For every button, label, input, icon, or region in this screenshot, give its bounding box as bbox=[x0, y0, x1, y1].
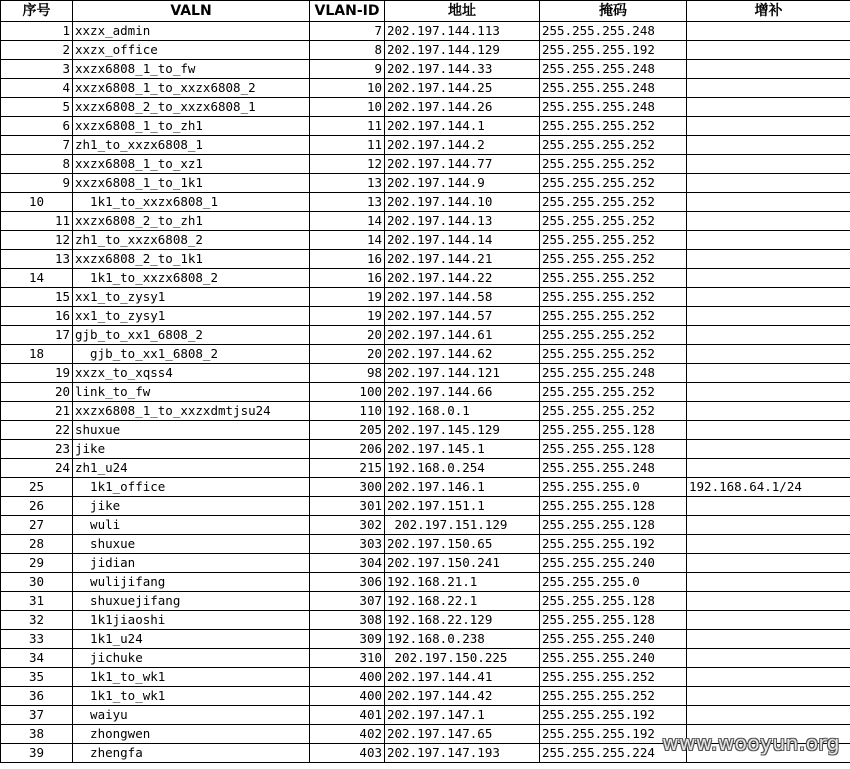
cell-seq[interactable]: 5 bbox=[1, 98, 73, 117]
cell-valn[interactable]: shuxuejifang bbox=[73, 592, 310, 611]
cell-vlan-id[interactable]: 206 bbox=[310, 440, 385, 459]
table-row bbox=[1, 440, 850, 459]
cell-valn[interactable]: xx1_to_zysy1 bbox=[73, 288, 310, 307]
cell-extra[interactable] bbox=[687, 402, 850, 421]
cell-extra[interactable] bbox=[687, 136, 850, 155]
cell-valn[interactable]: zh1_u24 bbox=[73, 459, 310, 478]
cell-extra[interactable] bbox=[687, 516, 850, 535]
cell-seq[interactable]: 10 bbox=[1, 193, 73, 212]
cell-seq[interactable]: 12 bbox=[1, 231, 73, 250]
cell-mask[interactable]: 255.255.255.252 bbox=[540, 250, 687, 269]
cell-vlan-id[interactable]: 9 bbox=[310, 60, 385, 79]
cell-mask[interactable]: 255.255.255.252 bbox=[540, 288, 687, 307]
cell-extra[interactable] bbox=[687, 592, 850, 611]
cell-valn[interactable]: shuxue bbox=[73, 421, 310, 440]
cell-valn[interactable]: wuli bbox=[73, 516, 310, 535]
cell-seq[interactable]: 20 bbox=[1, 383, 73, 402]
cell-valn[interactable]: xxzx6808_1_to_xxzx6808_2 bbox=[73, 79, 310, 98]
cell-mask[interactable]: 255.255.255.252 bbox=[540, 155, 687, 174]
cell-seq[interactable]: 29 bbox=[1, 554, 73, 573]
cell-extra[interactable] bbox=[687, 668, 850, 687]
cell-mask[interactable]: 255.255.255.240 bbox=[540, 630, 687, 649]
cell-valn[interactable]: wulijifang bbox=[73, 573, 310, 592]
cell-valn[interactable]: xxzx6808_1_to_1k1 bbox=[73, 174, 310, 193]
cell-extra[interactable] bbox=[687, 364, 850, 383]
cell-address[interactable]: 202.197.144.42 bbox=[385, 687, 540, 706]
cell-vlan-id[interactable]: 307 bbox=[310, 592, 385, 611]
cell-vlan-id[interactable]: 98 bbox=[310, 364, 385, 383]
cell-valn[interactable]: 1k1_to_wk1 bbox=[73, 687, 310, 706]
cell-seq[interactable]: 36 bbox=[1, 687, 73, 706]
cell-vlan-id[interactable]: 7 bbox=[310, 22, 385, 41]
cell-mask[interactable]: 255.255.255.252 bbox=[540, 193, 687, 212]
cell-address[interactable]: 202.197.151.129 bbox=[385, 516, 540, 535]
cell-mask[interactable]: 255.255.255.248 bbox=[540, 459, 687, 478]
cell-extra[interactable] bbox=[687, 497, 850, 516]
cell-address[interactable]: 202.197.144.25 bbox=[385, 79, 540, 98]
cell-extra[interactable] bbox=[687, 79, 850, 98]
header-extra[interactable]: 增补 bbox=[687, 1, 850, 22]
cell-vlan-id[interactable]: 19 bbox=[310, 307, 385, 326]
table-row bbox=[1, 155, 850, 174]
cell-valn[interactable]: 1k1_to_xxzx6808_1 bbox=[73, 193, 310, 212]
cell-address[interactable]: 202.197.145.1 bbox=[385, 440, 540, 459]
cell-extra[interactable] bbox=[687, 687, 850, 706]
cell-vlan-id[interactable]: 110 bbox=[310, 402, 385, 421]
cell-seq[interactable]: 15 bbox=[1, 288, 73, 307]
cell-valn[interactable]: gjb_to_xx1_6808_2 bbox=[73, 326, 310, 345]
header-vlan-id[interactable]: VLAN-ID bbox=[310, 1, 385, 22]
cell-extra[interactable] bbox=[687, 269, 850, 288]
cell-extra[interactable] bbox=[687, 554, 850, 573]
cell-seq[interactable]: 26 bbox=[1, 497, 73, 516]
cell-address[interactable]: 202.197.144.77 bbox=[385, 155, 540, 174]
cell-extra[interactable] bbox=[687, 98, 850, 117]
table-row bbox=[1, 174, 850, 193]
table-row bbox=[1, 554, 850, 573]
cell-seq[interactable]: 27 bbox=[1, 516, 73, 535]
cell-mask[interactable]: 255.255.255.128 bbox=[540, 592, 687, 611]
table-row bbox=[1, 79, 850, 98]
cell-extra[interactable] bbox=[687, 117, 850, 136]
cell-address[interactable]: 202.197.144.22 bbox=[385, 269, 540, 288]
cell-address[interactable]: 202.197.144.26 bbox=[385, 98, 540, 117]
cell-valn[interactable]: jike bbox=[73, 440, 310, 459]
cell-extra[interactable] bbox=[687, 60, 850, 79]
cell-mask[interactable]: 255.255.255.252 bbox=[540, 269, 687, 288]
cell-mask[interactable]: 255.255.255.0 bbox=[540, 478, 687, 497]
cell-seq[interactable]: 8 bbox=[1, 155, 73, 174]
table-row bbox=[1, 516, 850, 535]
cell-extra[interactable] bbox=[687, 307, 850, 326]
cell-seq[interactable]: 32 bbox=[1, 611, 73, 630]
cell-seq[interactable]: 30 bbox=[1, 573, 73, 592]
cell-seq[interactable]: 35 bbox=[1, 668, 73, 687]
cell-seq[interactable]: 18 bbox=[1, 345, 73, 364]
cell-seq[interactable]: 22 bbox=[1, 421, 73, 440]
table-row bbox=[1, 478, 850, 497]
cell-mask[interactable]: 255.255.255.240 bbox=[540, 649, 687, 668]
cell-mask[interactable]: 255.255.255.240 bbox=[540, 554, 687, 573]
cell-mask[interactable]: 255.255.255.128 bbox=[540, 497, 687, 516]
cell-vlan-id[interactable]: 403 bbox=[310, 744, 385, 763]
cell-address[interactable]: 202.197.144.121 bbox=[385, 364, 540, 383]
cell-seq[interactable]: 24 bbox=[1, 459, 73, 478]
cell-valn[interactable]: 1k1_to_xxzx6808_2 bbox=[73, 269, 310, 288]
cell-address[interactable]: 202.197.144.41 bbox=[385, 668, 540, 687]
table-row bbox=[1, 383, 850, 402]
cell-vlan-id[interactable]: 100 bbox=[310, 383, 385, 402]
cell-mask[interactable]: 255.255.255.128 bbox=[540, 611, 687, 630]
cell-valn[interactable]: xxzx6808_1_to_xxzxdmtjsu24 bbox=[73, 402, 310, 421]
cell-valn[interactable]: gjb_to_xx1_6808_2 bbox=[73, 345, 310, 364]
cell-address[interactable]: 202.197.144.33 bbox=[385, 60, 540, 79]
cell-vlan-id[interactable]: 11 bbox=[310, 136, 385, 155]
cell-extra[interactable] bbox=[687, 706, 850, 725]
cell-address[interactable]: 202.197.147.65 bbox=[385, 725, 540, 744]
cell-valn[interactable]: xxzx_to_xqss4 bbox=[73, 364, 310, 383]
cell-vlan-id[interactable]: 400 bbox=[310, 687, 385, 706]
cell-address[interactable]: 202.197.144.1 bbox=[385, 117, 540, 136]
cell-mask[interactable]: 255.255.255.248 bbox=[540, 98, 687, 117]
cell-address[interactable]: 202.197.147.1 bbox=[385, 706, 540, 725]
table-row bbox=[1, 136, 850, 155]
cell-extra[interactable]: 192.168.64.1/24 bbox=[687, 478, 850, 497]
cell-mask[interactable]: 255.255.255.0 bbox=[540, 573, 687, 592]
cell-vlan-id[interactable]: 10 bbox=[310, 79, 385, 98]
cell-mask[interactable]: 255.255.255.128 bbox=[540, 440, 687, 459]
cell-vlan-id[interactable]: 16 bbox=[310, 269, 385, 288]
table-row bbox=[1, 459, 850, 478]
cell-valn[interactable]: zhengfa bbox=[73, 744, 310, 763]
cell-seq[interactable]: 19 bbox=[1, 364, 73, 383]
cell-seq[interactable]: 21 bbox=[1, 402, 73, 421]
header-address[interactable]: 地址 bbox=[385, 1, 540, 22]
cell-extra[interactable] bbox=[687, 231, 850, 250]
table-row bbox=[1, 649, 850, 668]
cell-vlan-id[interactable]: 306 bbox=[310, 573, 385, 592]
cell-vlan-id[interactable]: 309 bbox=[310, 630, 385, 649]
cell-vlan-id[interactable]: 12 bbox=[310, 155, 385, 174]
cell-vlan-id[interactable]: 11 bbox=[310, 117, 385, 136]
table-row bbox=[1, 193, 850, 212]
cell-seq[interactable]: 23 bbox=[1, 440, 73, 459]
cell-seq[interactable]: 16 bbox=[1, 307, 73, 326]
cell-vlan-id[interactable]: 19 bbox=[310, 288, 385, 307]
cell-valn[interactable]: 1k1_to_wk1 bbox=[73, 668, 310, 687]
table-row bbox=[1, 345, 850, 364]
cell-address[interactable]: 202.197.145.129 bbox=[385, 421, 540, 440]
table-row bbox=[1, 402, 850, 421]
cell-mask[interactable]: 255.255.255.252 bbox=[540, 231, 687, 250]
cell-extra[interactable] bbox=[687, 174, 850, 193]
cell-extra[interactable] bbox=[687, 421, 850, 440]
cell-address[interactable]: 202.197.144.10 bbox=[385, 193, 540, 212]
table-row bbox=[1, 687, 850, 706]
table-row bbox=[1, 611, 850, 630]
cell-mask[interactable]: 255.255.255.252 bbox=[540, 136, 687, 155]
cell-address[interactable]: 202.197.151.1 bbox=[385, 497, 540, 516]
cell-address[interactable]: 202.197.144.129 bbox=[385, 41, 540, 60]
cell-seq[interactable]: 38 bbox=[1, 725, 73, 744]
cell-mask[interactable]: 255.255.255.252 bbox=[540, 687, 687, 706]
cell-valn[interactable]: xxzx_admin bbox=[73, 22, 310, 41]
cell-address[interactable]: 192.168.22.1 bbox=[385, 592, 540, 611]
table-row bbox=[1, 22, 850, 41]
cell-vlan-id[interactable]: 301 bbox=[310, 497, 385, 516]
cell-vlan-id[interactable]: 14 bbox=[310, 231, 385, 250]
cell-extra[interactable] bbox=[687, 630, 850, 649]
cell-address[interactable]: 192.168.22.129 bbox=[385, 611, 540, 630]
table-row bbox=[1, 326, 850, 345]
cell-extra[interactable] bbox=[687, 41, 850, 60]
cell-valn[interactable]: xxzx6808_2_to_zh1 bbox=[73, 212, 310, 231]
cell-extra[interactable] bbox=[687, 212, 850, 231]
cell-address[interactable]: 202.197.144.21 bbox=[385, 250, 540, 269]
cell-valn[interactable]: xx1_to_zysy1 bbox=[73, 307, 310, 326]
cell-mask[interactable]: 255.255.255.128 bbox=[540, 516, 687, 535]
table-row bbox=[1, 668, 850, 687]
cell-mask[interactable]: 255.255.255.192 bbox=[540, 706, 687, 725]
cell-valn[interactable]: jike bbox=[73, 497, 310, 516]
cell-valn[interactable]: link_to_fw bbox=[73, 383, 310, 402]
watermark: www.wooyun.org bbox=[662, 731, 840, 755]
cell-seq[interactable]: 4 bbox=[1, 79, 73, 98]
table-row bbox=[1, 364, 850, 383]
cell-vlan-id[interactable]: 308 bbox=[310, 611, 385, 630]
cell-valn[interactable]: zh1_to_xxzx6808_2 bbox=[73, 231, 310, 250]
cell-mask[interactable]: 255.255.255.128 bbox=[540, 421, 687, 440]
table-body bbox=[1, 22, 850, 763]
table-row bbox=[1, 630, 850, 649]
table-row bbox=[1, 592, 850, 611]
cell-mask[interactable]: 255.255.255.192 bbox=[540, 41, 687, 60]
cell-mask[interactable]: 255.255.255.192 bbox=[540, 535, 687, 554]
cell-seq[interactable]: 17 bbox=[1, 326, 73, 345]
cell-mask[interactable]: 255.255.255.224 bbox=[540, 744, 687, 763]
cell-extra[interactable] bbox=[687, 250, 850, 269]
table-row bbox=[1, 307, 850, 326]
table-row bbox=[1, 117, 850, 136]
cell-vlan-id[interactable]: 205 bbox=[310, 421, 385, 440]
header-row bbox=[1, 1, 850, 22]
cell-extra[interactable] bbox=[687, 573, 850, 592]
cell-valn[interactable]: xxzx6808_1_to_fw bbox=[73, 60, 310, 79]
cell-vlan-id[interactable]: 8 bbox=[310, 41, 385, 60]
cell-mask[interactable]: 255.255.255.248 bbox=[540, 79, 687, 98]
cell-seq[interactable]: 34 bbox=[1, 649, 73, 668]
cell-address[interactable]: 192.168.21.1 bbox=[385, 573, 540, 592]
cell-extra[interactable] bbox=[687, 345, 850, 364]
cell-valn[interactable]: waiyu bbox=[73, 706, 310, 725]
cell-seq[interactable]: 3 bbox=[1, 60, 73, 79]
cell-valn[interactable]: zh1_to_xxzx6808_1 bbox=[73, 136, 310, 155]
cell-mask[interactable]: 255.255.255.252 bbox=[540, 307, 687, 326]
table-row bbox=[1, 497, 850, 516]
cell-mask[interactable]: 255.255.255.252 bbox=[540, 174, 687, 193]
table-row bbox=[1, 231, 850, 250]
table-row bbox=[1, 250, 850, 269]
cell-valn[interactable]: xxzx6808_2_to_xxzx6808_1 bbox=[73, 98, 310, 117]
cell-address[interactable]: 202.197.144.2 bbox=[385, 136, 540, 155]
table-row bbox=[1, 288, 850, 307]
cell-seq[interactable]: 25 bbox=[1, 478, 73, 497]
cell-mask[interactable]: 255.255.255.252 bbox=[540, 383, 687, 402]
cell-seq[interactable]: 2 bbox=[1, 41, 73, 60]
cell-seq[interactable]: 37 bbox=[1, 706, 73, 725]
cell-address[interactable]: 202.197.144.113 bbox=[385, 22, 540, 41]
cell-address[interactable]: 202.197.146.1 bbox=[385, 478, 540, 497]
cell-valn[interactable]: jichuke bbox=[73, 649, 310, 668]
cell-vlan-id[interactable]: 14 bbox=[310, 212, 385, 231]
cell-address[interactable]: 192.168.0.1 bbox=[385, 402, 540, 421]
cell-seq[interactable]: 6 bbox=[1, 117, 73, 136]
cell-valn[interactable]: zhongwen bbox=[73, 725, 310, 744]
header-seq[interactable]: 序号 bbox=[1, 1, 73, 22]
cell-vlan-id[interactable]: 16 bbox=[310, 250, 385, 269]
cell-vlan-id[interactable]: 20 bbox=[310, 326, 385, 345]
cell-seq[interactable]: 11 bbox=[1, 212, 73, 231]
table-row bbox=[1, 212, 850, 231]
cell-mask[interactable]: 255.255.255.252 bbox=[540, 668, 687, 687]
cell-seq[interactable]: 13 bbox=[1, 250, 73, 269]
cell-valn[interactable]: 1k1jiaoshi bbox=[73, 611, 310, 630]
cell-extra[interactable] bbox=[687, 535, 850, 554]
cell-seq[interactable]: 28 bbox=[1, 535, 73, 554]
cell-extra[interactable] bbox=[687, 193, 850, 212]
cell-mask[interactable]: 255.255.255.248 bbox=[540, 22, 687, 41]
table-row bbox=[1, 706, 850, 725]
cell-vlan-id[interactable]: 20 bbox=[310, 345, 385, 364]
cell-mask[interactable]: 255.255.255.192 bbox=[540, 725, 687, 744]
cell-seq[interactable]: 9 bbox=[1, 174, 73, 193]
cell-address[interactable]: 202.197.144.13 bbox=[385, 212, 540, 231]
cell-valn[interactable]: xxzx_office bbox=[73, 41, 310, 60]
cell-address[interactable]: 202.197.144.61 bbox=[385, 326, 540, 345]
cell-mask[interactable]: 255.255.255.252 bbox=[540, 345, 687, 364]
cell-vlan-id[interactable]: 13 bbox=[310, 193, 385, 212]
table-row bbox=[1, 41, 850, 60]
table-row bbox=[1, 269, 850, 288]
cell-extra[interactable] bbox=[687, 459, 850, 478]
cell-extra[interactable] bbox=[687, 611, 850, 630]
cell-valn[interactable]: xxzx6808_2_to_1k1 bbox=[73, 250, 310, 269]
cell-address[interactable]: 202.197.144.57 bbox=[385, 307, 540, 326]
cell-extra[interactable] bbox=[687, 383, 850, 402]
cell-valn[interactable]: 1k1_office bbox=[73, 478, 310, 497]
cell-extra[interactable] bbox=[687, 326, 850, 345]
cell-mask[interactable]: 255.255.255.252 bbox=[540, 402, 687, 421]
cell-vlan-id[interactable]: 304 bbox=[310, 554, 385, 573]
cell-address[interactable]: 202.197.150.241 bbox=[385, 554, 540, 573]
cell-address[interactable]: 202.197.147.193 bbox=[385, 744, 540, 763]
header-mask[interactable]: 掩码 bbox=[540, 1, 687, 22]
cell-mask[interactable]: 255.255.255.252 bbox=[540, 326, 687, 345]
cell-seq[interactable]: 31 bbox=[1, 592, 73, 611]
cell-address[interactable]: 202.197.144.62 bbox=[385, 345, 540, 364]
cell-vlan-id[interactable]: 310 bbox=[310, 649, 385, 668]
cell-vlan-id[interactable]: 10 bbox=[310, 98, 385, 117]
cell-vlan-id[interactable]: 401 bbox=[310, 706, 385, 725]
cell-valn[interactable]: 1k1_u24 bbox=[73, 630, 310, 649]
cell-vlan-id[interactable]: 13 bbox=[310, 174, 385, 193]
cell-vlan-id[interactable]: 400 bbox=[310, 668, 385, 687]
cell-mask[interactable]: 255.255.255.252 bbox=[540, 212, 687, 231]
cell-valn[interactable]: shuxue bbox=[73, 535, 310, 554]
cell-seq[interactable]: 33 bbox=[1, 630, 73, 649]
cell-address[interactable]: 202.197.150.65 bbox=[385, 535, 540, 554]
cell-mask[interactable]: 255.255.255.248 bbox=[540, 364, 687, 383]
cell-vlan-id[interactable]: 303 bbox=[310, 535, 385, 554]
cell-address[interactable]: 202.197.144.58 bbox=[385, 288, 540, 307]
cell-address[interactable]: 202.197.144.9 bbox=[385, 174, 540, 193]
cell-seq[interactable]: 14 bbox=[1, 269, 73, 288]
cell-extra[interactable] bbox=[687, 155, 850, 174]
cell-valn[interactable]: xxzx6808_1_to_xz1 bbox=[73, 155, 310, 174]
cell-vlan-id[interactable]: 302 bbox=[310, 516, 385, 535]
cell-address[interactable]: 192.168.0.238 bbox=[385, 630, 540, 649]
cell-address[interactable]: 202.197.144.14 bbox=[385, 231, 540, 250]
cell-extra[interactable] bbox=[687, 288, 850, 307]
cell-mask[interactable]: 255.255.255.248 bbox=[540, 60, 687, 79]
cell-vlan-id[interactable]: 402 bbox=[310, 725, 385, 744]
cell-extra[interactable] bbox=[687, 649, 850, 668]
table-row bbox=[1, 535, 850, 554]
cell-seq[interactable]: 7 bbox=[1, 136, 73, 155]
table-row bbox=[1, 421, 850, 440]
cell-vlan-id[interactable]: 215 bbox=[310, 459, 385, 478]
cell-valn[interactable]: jidian bbox=[73, 554, 310, 573]
table-row bbox=[1, 60, 850, 79]
cell-extra[interactable] bbox=[687, 440, 850, 459]
cell-seq[interactable]: 1 bbox=[1, 22, 73, 41]
cell-address[interactable]: 202.197.144.66 bbox=[385, 383, 540, 402]
cell-mask[interactable]: 255.255.255.252 bbox=[540, 117, 687, 136]
cell-seq[interactable]: 39 bbox=[1, 744, 73, 763]
table-row bbox=[1, 98, 850, 117]
cell-address[interactable]: 202.197.150.225 bbox=[385, 649, 540, 668]
table-row bbox=[1, 573, 850, 592]
cell-valn[interactable]: xxzx6808_1_to_zh1 bbox=[73, 117, 310, 136]
header-valn[interactable]: VALN bbox=[73, 1, 310, 22]
cell-address[interactable]: 192.168.0.254 bbox=[385, 459, 540, 478]
cell-extra[interactable] bbox=[687, 22, 850, 41]
cell-vlan-id[interactable]: 300 bbox=[310, 478, 385, 497]
